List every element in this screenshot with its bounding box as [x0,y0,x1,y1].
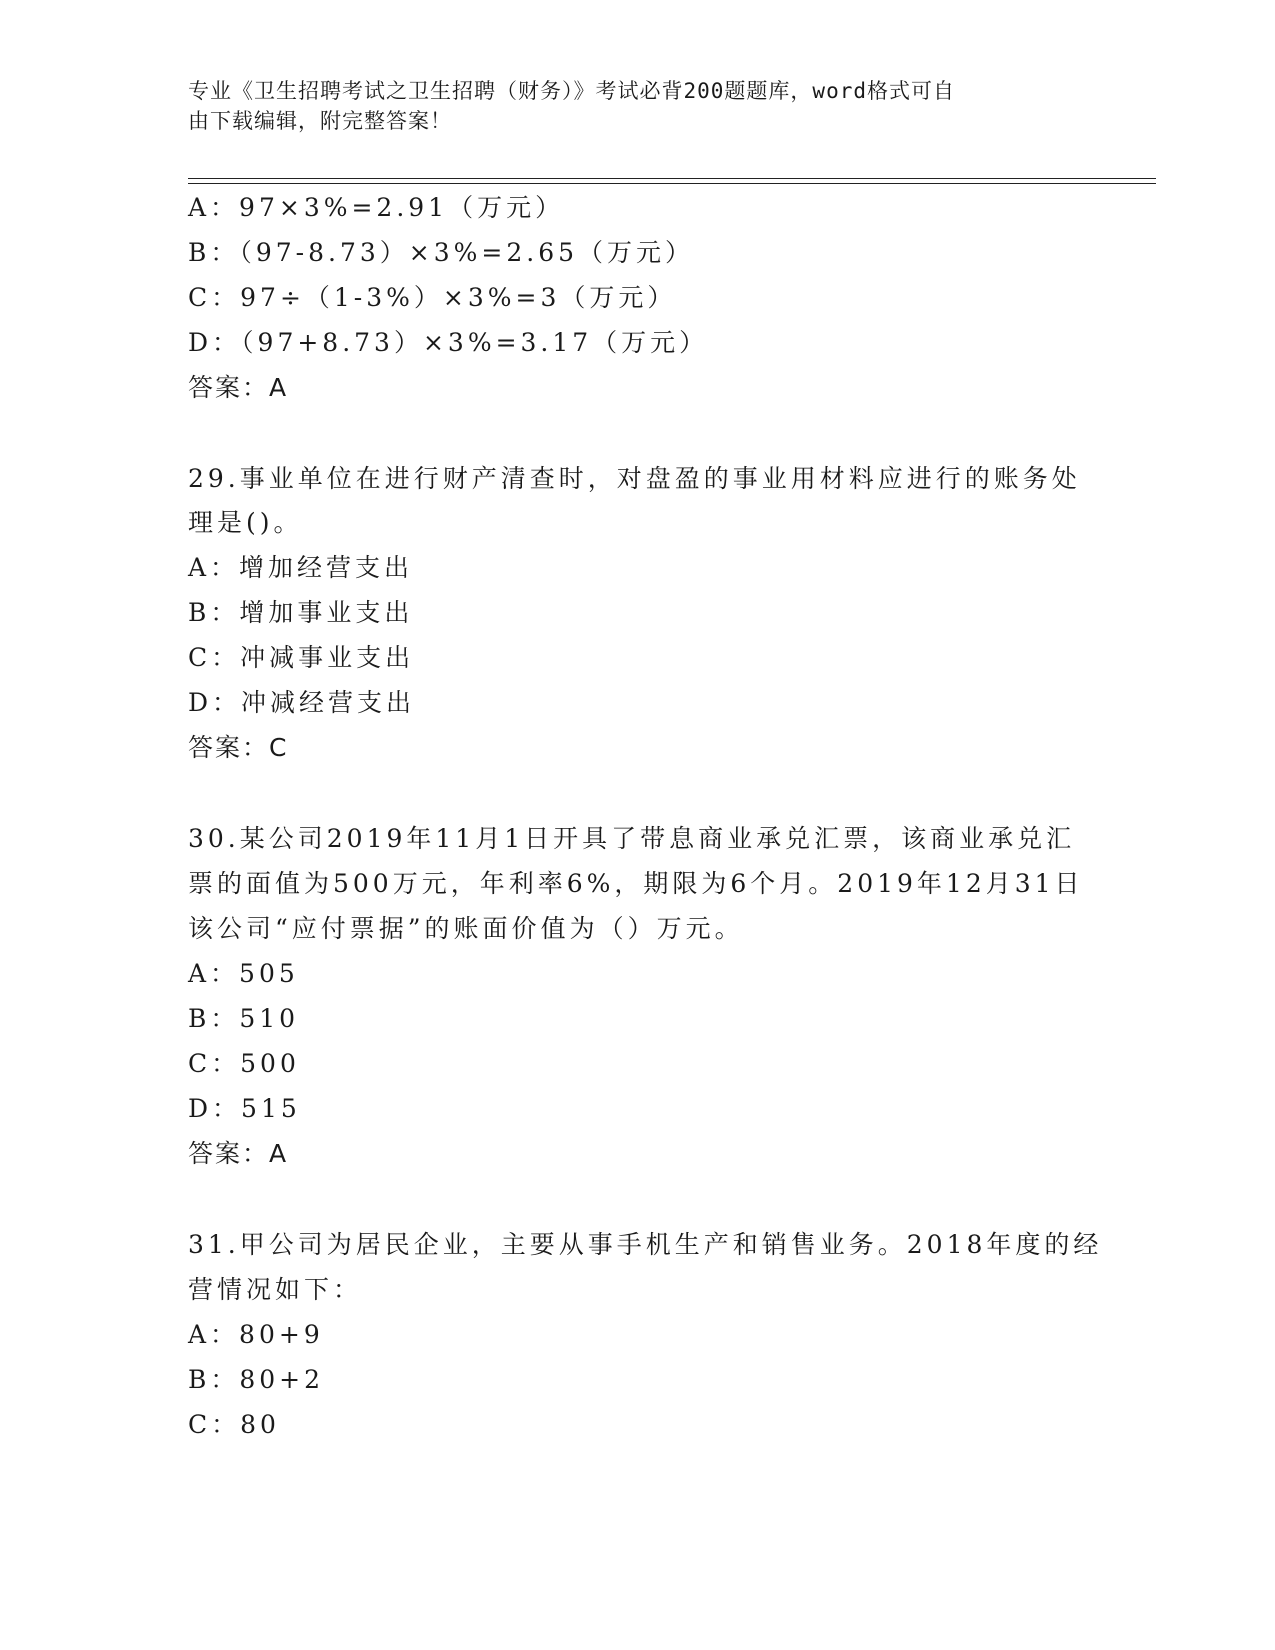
q29-option-c: C：冲减事业支出 [188,643,415,672]
header-rule-top [188,178,1156,179]
q29-option-b: B：增加事业支出 [188,598,414,627]
q29-stem-line-2: 理是()。 [188,508,303,537]
q30-stem-line-1: 30.某公司2019年11月1日开具了带息商业承兑汇票，该商业承兑汇 [188,824,1076,853]
q31-stem-line-2: 营情况如下： [188,1275,363,1304]
q28-option-c: C：97÷（1-3%）×3%=3（万元） [188,283,677,312]
q30-stem-line-3: 该公司“应付票据”的账面价值为（）万元。 [188,914,744,943]
q30-option-c: C：500 [188,1049,300,1078]
q30-answer: 答案：A [188,1139,289,1168]
header-rule-bottom [188,183,1156,184]
q29-option-a: A：增加经营支出 [188,553,414,582]
header-line-1: 专业《卫生招聘考试之卫生招聘（财务）》考试必背200题题库，word格式可自 [188,79,955,103]
q30-stem-line-2: 票的面值为500万元，年利率6%，期限为6个月。2019年12月31日 [188,869,1084,898]
q28-option-a: A：97×3%=2.91（万元） [188,193,565,222]
q29-stem-line-1: 29.事业单位在进行财产清查时，对盘盈的事业用材料应进行的账务处 [188,464,1081,493]
q31-option-b: B：80+2 [188,1365,325,1394]
q28-answer: 答案：A [188,373,289,402]
q28-option-b: B：（97-8.73）×3%=2.65（万元） [188,238,695,267]
q30-option-b: B：510 [188,1004,300,1033]
q29-answer: 答案：C [188,733,289,762]
q30-option-a: A：505 [188,959,299,988]
q31-stem-line-1: 31.甲公司为居民企业，主要从事手机生产和销售业务。2018年度的经 [188,1230,1103,1259]
document-header [188,76,1068,136]
q31-option-c: C：80 [188,1410,280,1439]
q30-option-d: D：515 [188,1094,301,1123]
q31-option-a: A：80+9 [188,1320,324,1349]
q29-option-d: D：冲减经营支出 [188,688,416,717]
q28-option-d: D：（97+8.73）×3%=3.17（万元） [188,328,709,357]
header-line-2: 由下载编辑，附完整答案！ [188,109,452,133]
